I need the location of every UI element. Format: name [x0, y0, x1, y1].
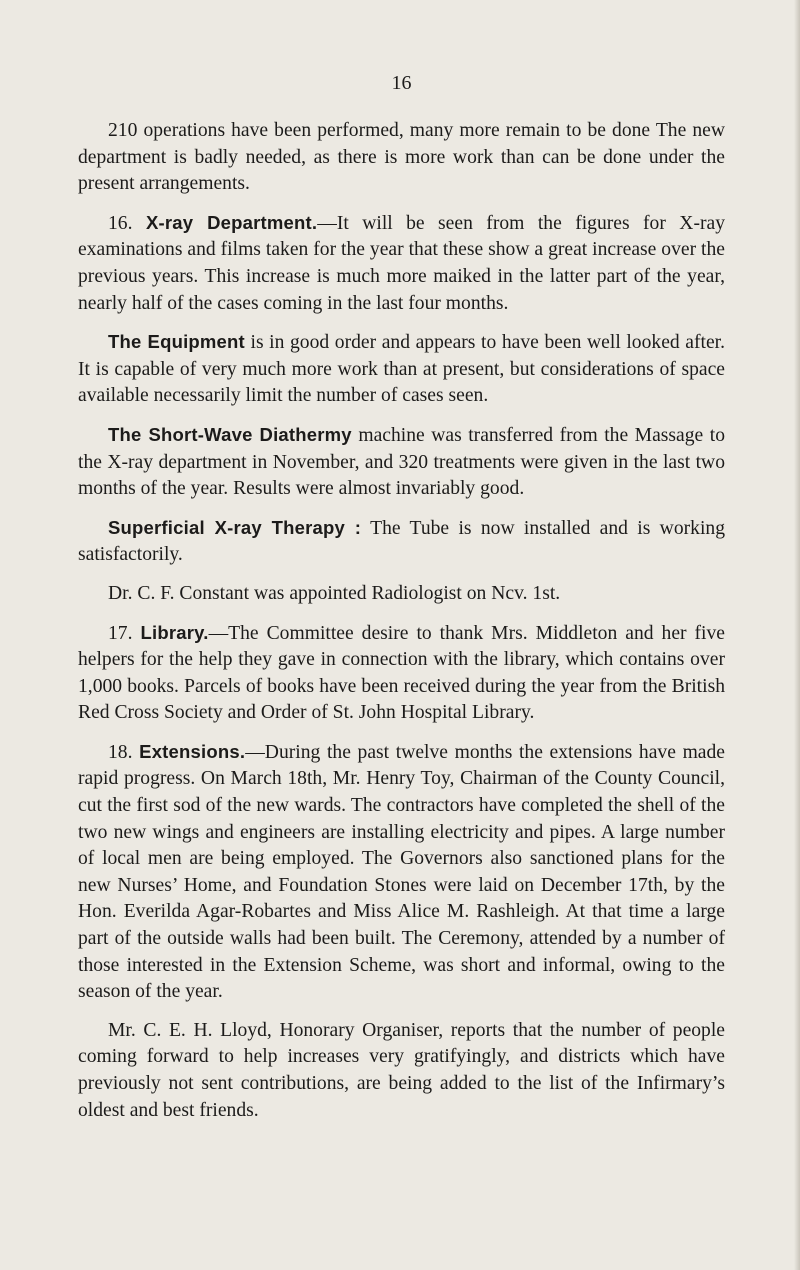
- paragraph-text: 210 operations have been performed, many more remain to be done The new department is badly needed, as there is more work than can be done under the present arrangements.: [78, 120, 725, 195]
- section-number: 17.: [108, 622, 133, 644]
- paragraph-text: is in good order and appears to have been well looked after. It is capable of very much more work than at present, but considerations of space available necessarily limit the number of cases seen.: [78, 332, 725, 407]
- section-heading: X-ray Department.: [145, 211, 318, 233]
- paragraph-text: —It will be seen from the figures for X-ray examinations and films taken for the year that these show a great increase over the previous years. This increase is much more maiked in the latter part of the year, nearly half of the cases coming in the last four months.: [78, 212, 725, 314]
- paragraph-text: —During the past twelve months the extensions have made rapid progress. On March 18th, Mr. Henry Toy, Chairman of the County Council, cut the first sod of the new wards. The contractors have completed the shell of the two new wings and engineers are installing electricity and pipes. A large number of local men are being employed. The Governors also sanctioned plans for the new Nurses’ Home, and Foundation Stones were laid on December 17th, by the Hon. Everilda Agar-Robartes and Miss Alice M. Rashleigh. At that time a large part of the outside walls had been built. The Ceremony, attended by a number of those interested in the Extension Scheme, was short and informal, owing to the season of the year.: [78, 741, 725, 1003]
- paragraph-extensions: [78, 739, 725, 1006]
- section-heading: Library.: [140, 621, 209, 643]
- paragraph-library: [78, 620, 725, 727]
- paragraph-equipment: [78, 329, 725, 410]
- paragraph-superficial-therapy: [78, 515, 725, 569]
- section-heading: Extensions.: [139, 740, 246, 762]
- section-number: 16.: [108, 212, 133, 234]
- paragraph-organiser: [78, 1018, 725, 1124]
- run-in-heading: The Equipment: [108, 331, 245, 353]
- run-in-heading: Superficial X-ray Therapy :: [108, 516, 362, 538]
- paragraph-operations: [78, 118, 725, 198]
- page-number: 16: [391, 72, 412, 94]
- paragraph-diathermy: [78, 422, 725, 503]
- paragraph-xray-department: [78, 210, 725, 317]
- run-in-heading: The Short-Wave Diathermy: [108, 423, 352, 445]
- paragraph-radiologist: [78, 581, 725, 608]
- paragraph-text: machine was transferred from the Massage to the X-ray department in November, and 320 treatments were given in the last two months of the year. Results were almost invariably good.: [78, 424, 725, 500]
- paragraph-text: Mr. C. E. H. Lloyd, Honorary Organiser, reports that the number of people coming forward to help increases very gratifyingly, and districts which have previously not sent contributions, are being added to the list of the Infirmary’s oldest and best friends.: [78, 1019, 725, 1121]
- paragraph-text: Dr. C. F. Constant was appointed Radiologist on Ncv. 1st.: [108, 582, 561, 604]
- paragraph-text: —The Committee desire to thank Mrs. Middleton and her five helpers for the help they gave in connection with the library, which contains over 1,000 books. Parcels of books have been received during the year from the British Red Cross Society and Order of St. John Hospital Library.: [78, 622, 725, 724]
- paragraph-text: The Tube is now installed and is working satisfactorily.: [78, 517, 725, 566]
- page-edge-shadow: [794, 0, 800, 1270]
- section-number: 18.: [108, 741, 133, 763]
